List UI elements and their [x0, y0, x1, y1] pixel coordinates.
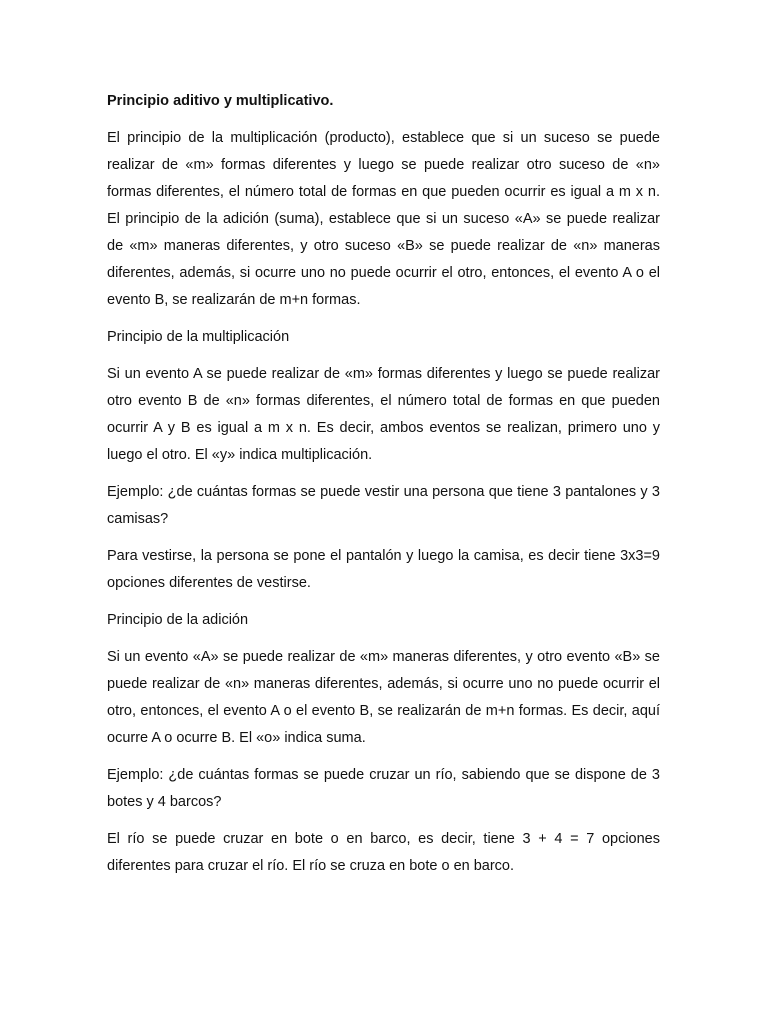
addition-answer: El río se puede cruzar en bote o en barco, es decir, tiene 3 + 4 = 7 opciones diferentes para cruzar el río. El río se cruza en bote o en barco. — [107, 831, 660, 874]
multiplication-answer: Para vestirse, la persona se pone el pantalón y luego la camisa, es decir tiene 3x3=9 opciones diferentes de vestirse. — [107, 548, 660, 591]
intro-paragraph: El principio de la multiplicación (producto), establece que si un suceso se puede realizar de «m» formas diferentes y luego se puede realizar otro suceso de «n» formas diferentes, el número total de formas en que pueden ocurrir es igual a m x n. El principio de la adición (suma), establece que si un suceso «A» se puede realizar de «m» maneras diferentes, y otro suceso «B» se puede realizar de «n» maneras diferentes, además, si ocurre uno no puede ocurrir el otro, entonces, el evento A o el evento B, se realizarán de m+n formas. — [107, 130, 660, 308]
document-title: Principio aditivo y multiplicativo. — [107, 93, 334, 109]
addition-definition: Si un evento «A» se puede realizar de «m» maneras diferentes, y otro evento «B» se puede realizar de «n» maneras diferentes, además, si ocurre uno no puede ocurrir el otro, entonces, el evento A o el evento B, se realizarán de m+n formas. Es decir, aquí ocurre A o ocurre B. El «o» indica suma. — [107, 649, 660, 746]
addition-example: Ejemplo: ¿de cuántas formas se puede cruzar un río, sabiendo que se dispone de 3 botes y 4 barcos? — [107, 767, 660, 810]
multiplication-heading: Principio de la multiplicación — [107, 329, 290, 345]
multiplication-example: Ejemplo: ¿de cuántas formas se puede vestir una persona que tiene 3 pantalones y 3 camisas? — [107, 484, 660, 527]
addition-heading: Principio de la adición — [107, 612, 249, 628]
multiplication-definition: Si un evento A se puede realizar de «m» formas diferentes y luego se puede realizar otro evento B de «n» formas diferentes, el número total de formas en que pueden ocurrir A y B es igual a m x n. Es decir, ambos eventos se realizan, primero uno y luego el otro. El «y» indica multiplicación. — [107, 366, 660, 463]
document-page — [107, 88, 660, 890]
